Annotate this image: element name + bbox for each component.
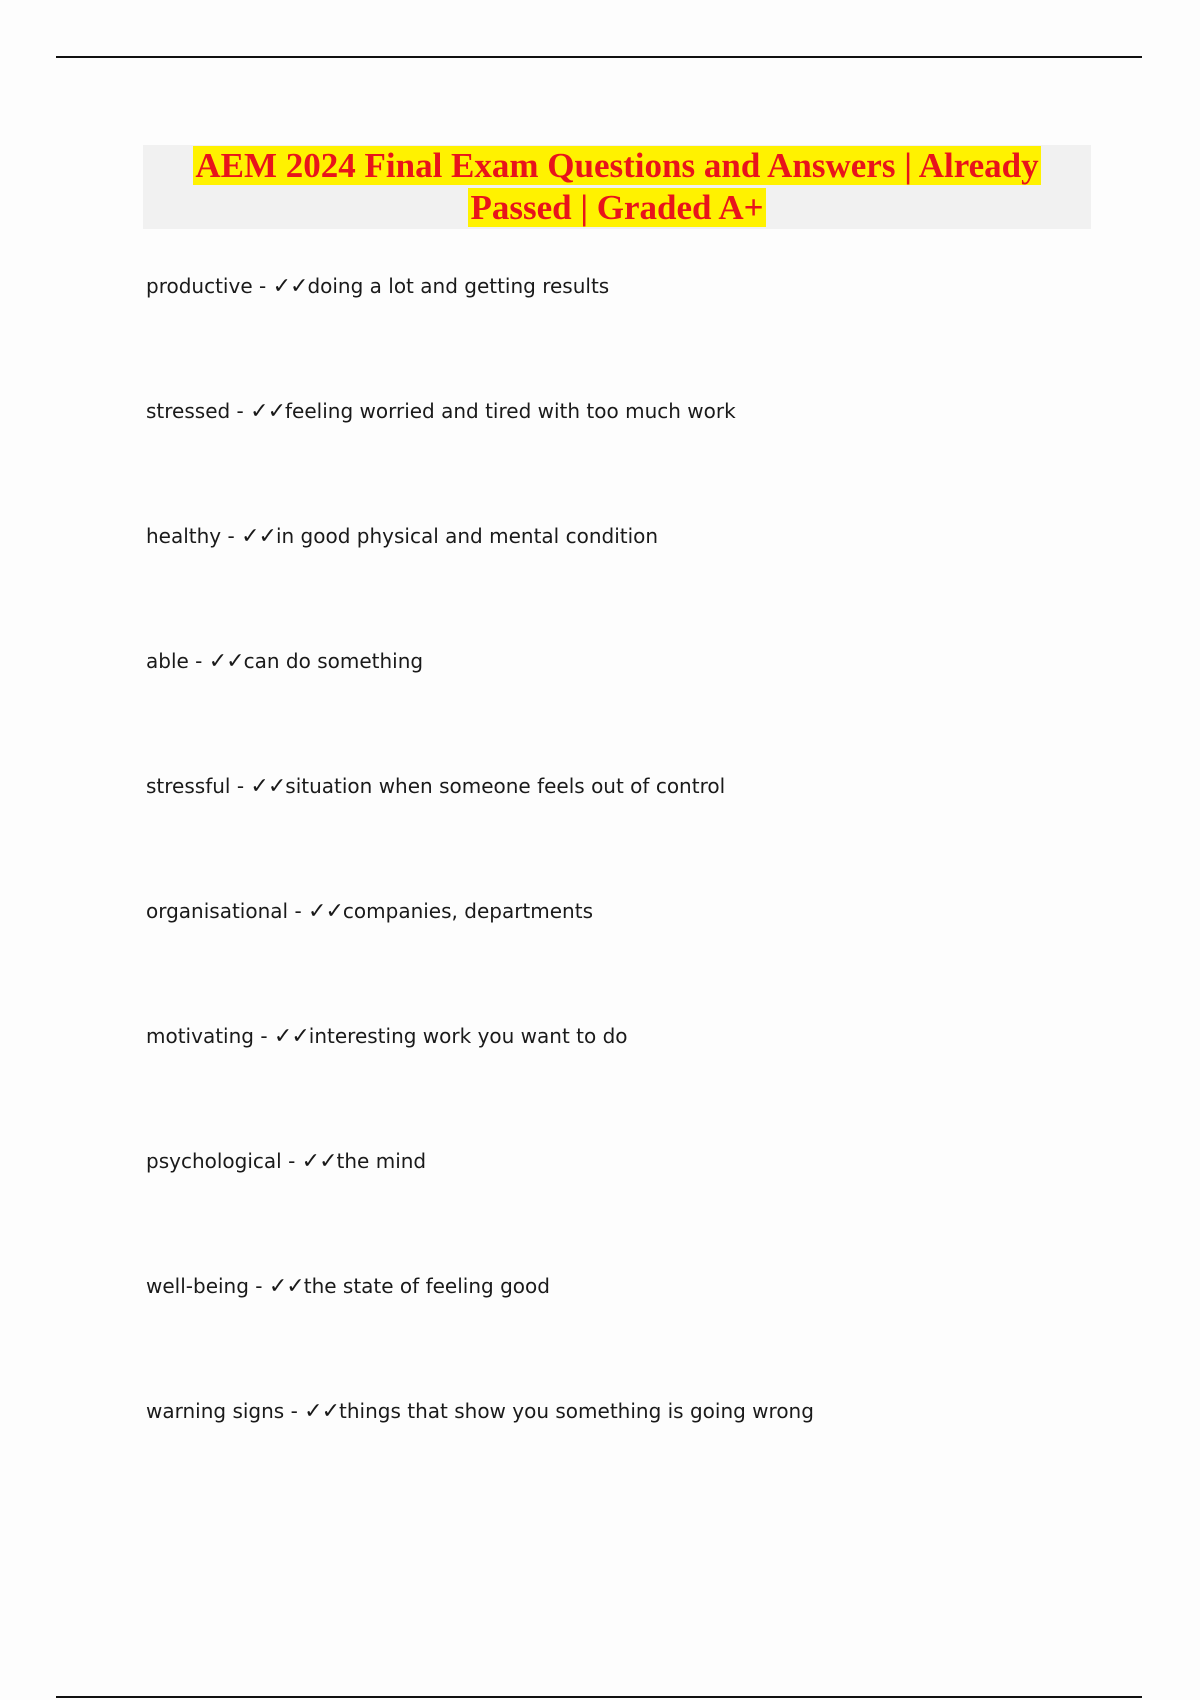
entry-definition: interesting work you want to do — [308, 1024, 628, 1048]
entry-row — [146, 897, 593, 926]
entry-definition: things that show you something is going wrong — [339, 1399, 814, 1423]
double-check-icon: ✓✓ — [301, 1149, 337, 1174]
entry-definition: situation when someone feels out of control — [285, 774, 726, 798]
entry-row — [146, 1397, 814, 1426]
entry-separator: - — [281, 1149, 302, 1173]
double-check-icon: ✓✓ — [272, 274, 308, 299]
entry-row — [146, 1147, 426, 1176]
double-check-icon: ✓✓ — [304, 1399, 340, 1424]
entry-definition: companies, departments — [342, 899, 593, 923]
entry-separator: - — [288, 899, 309, 923]
entry-separator: - — [221, 524, 242, 548]
entry-term: well-being — [146, 1274, 249, 1298]
entry-separator: - — [188, 649, 209, 673]
entry-term: stressed — [146, 399, 231, 423]
entry-separator: - — [284, 1399, 305, 1423]
entry-separator: - — [230, 774, 251, 798]
entry-row — [146, 647, 423, 676]
entry-definition: the state of feeling good — [303, 1274, 550, 1298]
entry-term: stressful — [146, 774, 231, 798]
entry-definition: in good physical and mental condition — [275, 524, 659, 548]
entry-separator: - — [253, 1024, 274, 1048]
entry-separator: - — [248, 1274, 269, 1298]
entry-term: psychological — [146, 1149, 282, 1173]
double-check-icon: ✓✓ — [308, 899, 343, 924]
top-rule — [56, 56, 1142, 58]
double-check-icon: ✓✓ — [250, 774, 286, 799]
entry-row — [146, 1272, 550, 1301]
entry-row — [146, 397, 736, 426]
double-check-icon: ✓✓ — [241, 524, 276, 549]
entry-term: healthy — [146, 524, 222, 548]
double-check-icon: ✓✓ — [250, 399, 286, 424]
entry-definition: can do something — [243, 649, 424, 673]
entry-row — [146, 522, 658, 551]
double-check-icon: ✓✓ — [268, 1274, 304, 1299]
entry-row — [146, 272, 609, 301]
document-title: AEM 2024 Final Exam Questions and Answers | Already Passed | Graded A+ — [195, 146, 1039, 227]
entry-term: warning signs — [146, 1399, 285, 1423]
entry-term: able — [146, 649, 189, 673]
entry-separator: - — [230, 399, 251, 423]
entry-definition: feeling worried and tired with too much work — [285, 399, 736, 423]
entry-term: motivating — [146, 1024, 254, 1048]
double-check-icon: ✓✓ — [208, 649, 244, 674]
double-check-icon: ✓✓ — [273, 1024, 309, 1049]
entry-definition: the mind — [336, 1149, 427, 1173]
entry-term: productive — [146, 274, 253, 298]
title-box — [143, 145, 1091, 229]
entry-separator: - — [252, 274, 273, 298]
entry-term: organisational — [146, 899, 289, 923]
bottom-rule — [56, 1696, 1142, 1698]
entry-row — [146, 772, 725, 801]
entry-definition: doing a lot and getting results — [307, 274, 610, 298]
entry-row — [146, 1022, 628, 1051]
